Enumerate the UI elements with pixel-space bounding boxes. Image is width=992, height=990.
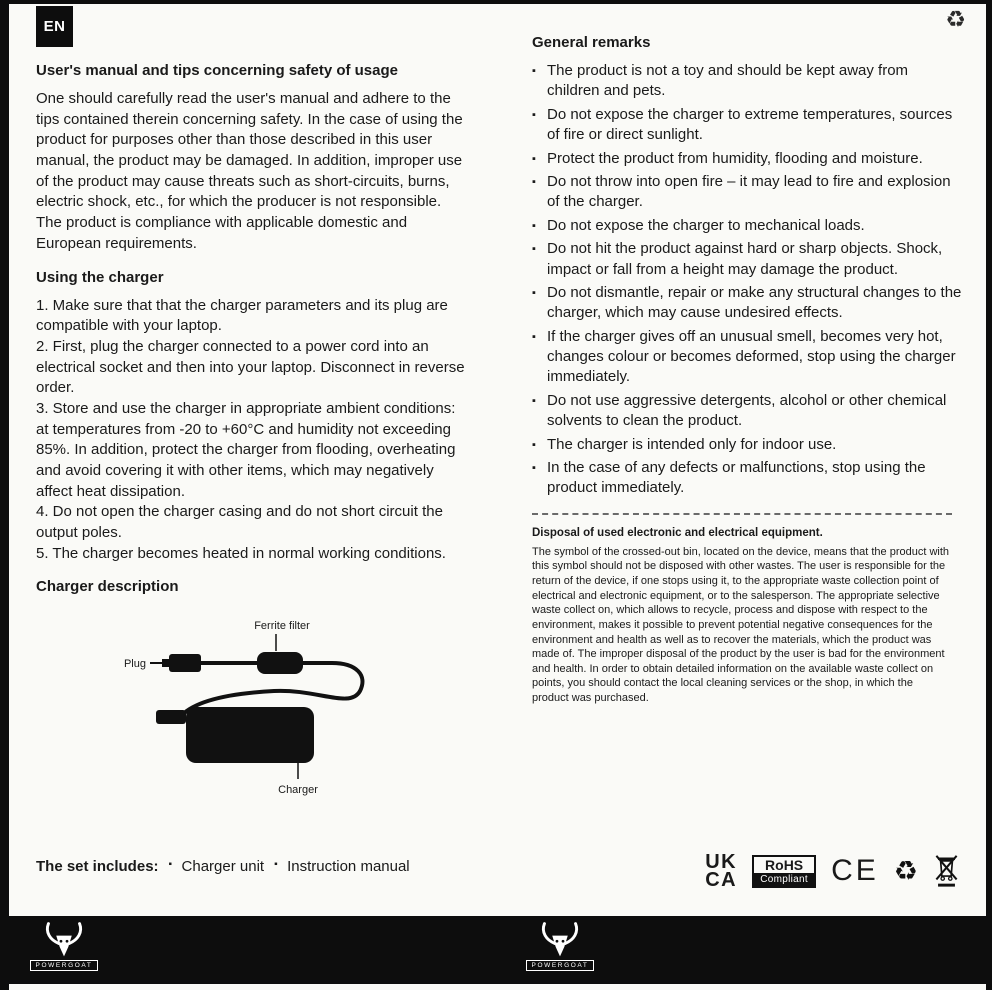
page-edge-left — [0, 0, 9, 990]
using-steps — [36, 296, 470, 565]
right-column — [532, 34, 962, 706]
remark-item: ▪ Do not dismantle, repair or make any structural changes to the charger, which may cause undesired effects. — [532, 283, 962, 324]
footer-bar — [0, 916, 992, 984]
left-column — [36, 62, 470, 808]
recycle-icon: ♻ — [893, 855, 918, 886]
charger-diagram — [36, 611, 470, 803]
charger-body — [186, 707, 314, 763]
remark-item: ▪ Do not expose the charger to extreme temperatures, sources of fire or direct sunlight. — [532, 105, 962, 146]
dashed-divider — [532, 513, 952, 515]
general-remarks-heading: General remarks — [532, 34, 651, 51]
disposal-body: The symbol of the crossed-out bin, located on the device, means that the product with this symbol should not be disposed with other wastes. The user is responsible for the return of the device, if one stops using it, to the appropriate waste collection point of electrical and electronic equipment, or to the salesperson. The appropriate selective waste collect on, which allows to recycle, process and dispose with respect to the environment, makes it possible to prevent potential negative consequences for the environment and health as well as to recover the materials, which the product was made of. The improper disposal of the product by the user is bad for the environment and health. In order to obtain detailed information on the available waste collect on points, you should contact the local cleaning services or the shop, in which the product was purchased. — [532, 545, 950, 705]
brand-name: POWERGOAT — [526, 960, 595, 971]
page-edge-top — [0, 0, 992, 4]
weee-crossed-bin-icon — [933, 853, 960, 889]
rohs-label: RoHS — [765, 856, 804, 873]
remark-item: ▪ The product is not a toy and should be kept away from children and pets. — [532, 61, 962, 102]
ce-mark: CE — [831, 854, 879, 887]
safety-heading: User's manual and tips concerning safety of usage — [36, 62, 398, 79]
recycle-icon-small: ♻ — [945, 6, 966, 32]
plug-prong — [162, 659, 169, 667]
step-5: 5. The charger becomes heated in normal working conditions. — [36, 544, 446, 562]
brand-name: POWERGOAT — [30, 960, 99, 971]
ukca-line1: UK — [705, 850, 738, 873]
ferrite-filter — [257, 652, 303, 674]
set-includes-row — [36, 858, 410, 875]
plug-body — [169, 654, 201, 672]
description-heading: Charger description — [36, 578, 179, 596]
using-heading: Using the charger — [36, 268, 164, 286]
set-item-charger-unit: ▪ Charger unit — [169, 858, 265, 875]
remark-item: ▪ In the case of any defects or malfunctions, stop using the product immediately. — [532, 458, 962, 499]
language-badge: EN — [36, 6, 73, 47]
ukca-mark — [705, 850, 738, 891]
powergoat-logo — [28, 921, 100, 971]
step-4: 4. Do not open the charger casing and do not short circuit the output poles. — [36, 503, 443, 542]
remark-item: ▪ Do not throw into open fire – it may lead to fire and explosion of the charger. — [532, 172, 962, 213]
set-includes-label: The set includes: — [36, 858, 159, 875]
dc-connector — [156, 710, 186, 724]
remark-item: ▪ Do not expose the charger to mechanical loads. — [532, 216, 962, 236]
remark-item: ▪ The charger is intended only for indoor use. — [532, 435, 962, 455]
rohs-compliant-label: Compliant — [754, 873, 814, 886]
remark-item: ▪ Protect the product from humidity, flooding and moisture. — [532, 149, 962, 169]
set-item-instruction-manual: ▪ Instruction manual — [274, 858, 410, 875]
remark-item: ▪ Do not use aggressive detergents, alcohol or other chemical solvents to clean the product. — [532, 391, 962, 432]
general-remarks-list — [532, 61, 962, 499]
step-1: 1. Make sure that that the charger parameters and its plug are compatible with your laptop. — [36, 296, 448, 335]
remark-item: ▪ If the charger gives off an unusual smell, becomes very hot, changes colour or becomes deformed, stop using the charger immediately. — [532, 327, 962, 388]
goat-head-icon — [36, 921, 92, 959]
compliance-marks — [698, 845, 960, 897]
disposal-heading: Disposal of used electronic and electrical equipment. — [532, 526, 823, 539]
charger-label: Charger — [278, 784, 318, 797]
page-edge-right — [986, 0, 992, 990]
rohs-mark — [752, 855, 816, 888]
step-3: 3. Store and use the charger in appropriate ambient conditions: at temperatures from -20 to +60°C and humidity not exceeding 85%. In addition, protect the charger from flooding, overheating and avoid covering it with other items, which may negatively affect heat dissipation. — [36, 399, 456, 500]
ukca-line2: CA — [705, 869, 738, 891]
remark-item: ▪ Do not hit the product against hard or sharp objects. Shock, impact or fall from a height may damage the product. — [532, 239, 962, 280]
step-2: 2. First, plug the charger connected to a power cord into an electrical socket and then into your laptop. Disconnect in reverse order. — [36, 337, 465, 397]
plug-label: Plug — [123, 658, 146, 671]
goat-head-icon — [532, 921, 588, 959]
safety-body: One should carefully read the user's manual and adhere to the tips contained therein concerning safety. In the case of using the product for purposes other than those described in this user manual, the product may be damaged. In addition, improper use of the product may cause threats such as short-circuits, burns, electric shock, etc., for which the producer is not responsible. The product is compliance with applicable domestic and European requirements. — [36, 90, 463, 252]
powergoat-logo — [524, 921, 596, 971]
ferrite-filter-label: Ferrite filter — [254, 620, 310, 633]
